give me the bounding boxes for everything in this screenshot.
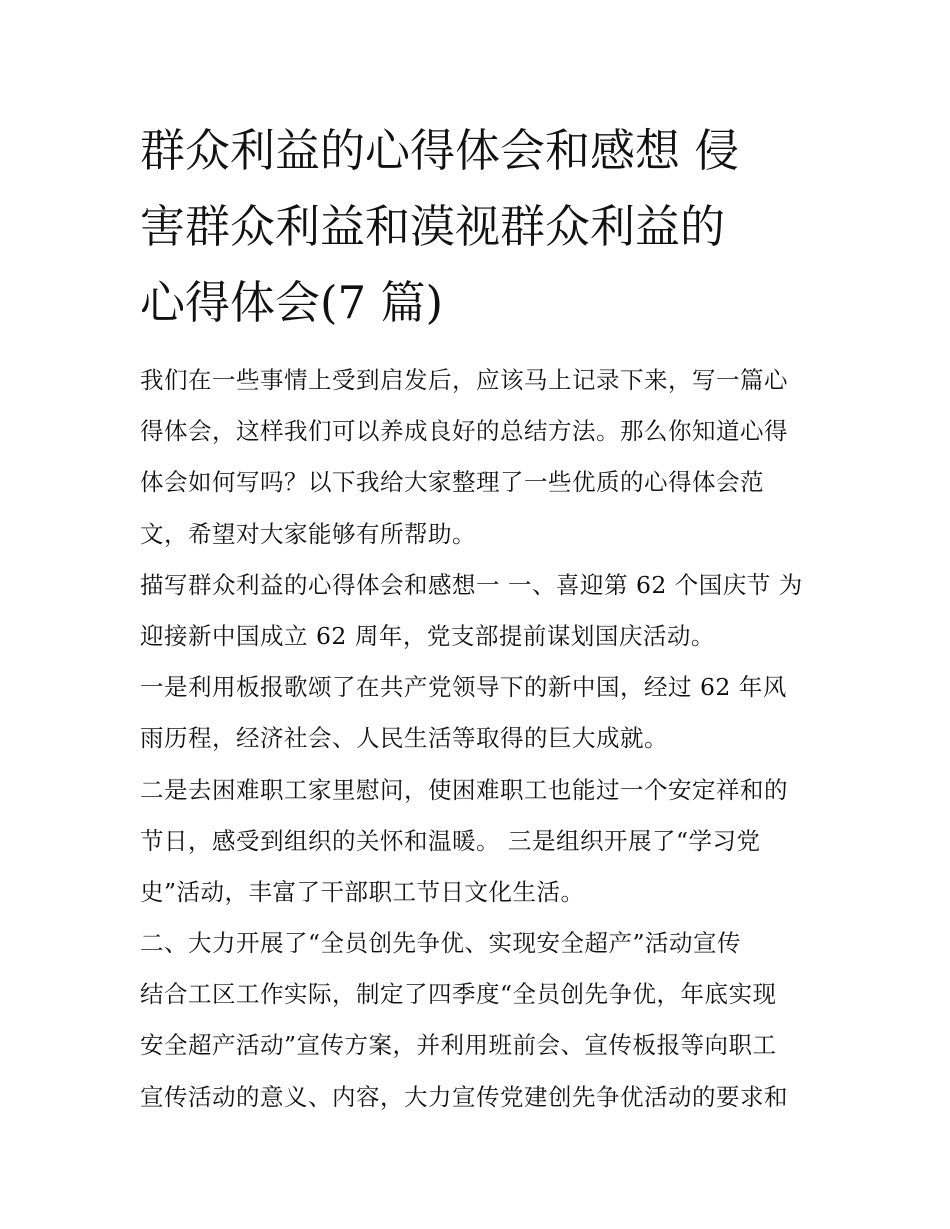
body-line: 宣传活动的意义、内容，大力宣传党建创先争优活动的要求和 [140,1082,788,1111]
document-title [140,113,820,341]
body-line: 一是利用板报歌颂了在共产党领导下的新中国，经过 62 年风 [140,673,787,702]
body-line: 安全超产活动”宣传方案，并利用班前会、宣传板报等向职工 [140,1031,777,1060]
body-line: 雨历程，经济社会、人民生活等取得的巨大成就。 [140,724,668,753]
body-line: 我们在一些事情上受到启发后，应该马上记录下来，写一篇心 [140,366,788,394]
body-line: 文，希望对大家能够有所帮助。 [140,519,476,548]
title-line: 群众利益的心得体会和感想 侵 [140,124,740,177]
body-line: 史”活动，丰富了干部职工节日文化生活。 [140,877,585,906]
document-body [140,355,820,1123]
body-line: 得体会，这样我们可以养成良好的总结方法。那么你知道心得 [140,417,788,446]
body-line: 节日，感受到组织的关怀和温暖。 三是组织开展了“学习党 [140,826,761,855]
body-line: 描写群众利益的心得体会和感想一 一、喜迎第 62 个国庆节 为 [140,570,803,599]
title-line: 害群众利益和漠视群众利益的 [140,200,726,253]
body-line: 二是去困难职工家里慰问，使困难职工也能过一个安定祥和的 [140,775,788,804]
body-line: 二、大力开展了“全员创先争优、实现安全超产”活动宣传 [140,929,742,958]
body-line: 结合工区工作实际，制定了四季度“全员创先争优，年底实现 [140,980,777,1009]
body-line: 迎接新中国成立 62 周年，党支部提前谋划国庆活动。 [140,621,715,650]
title-line: 心得体会(7 篇) [140,276,444,329]
body-line: 体会如何写吗？以下我给大家整理了一些优质的心得体会范 [140,468,764,497]
